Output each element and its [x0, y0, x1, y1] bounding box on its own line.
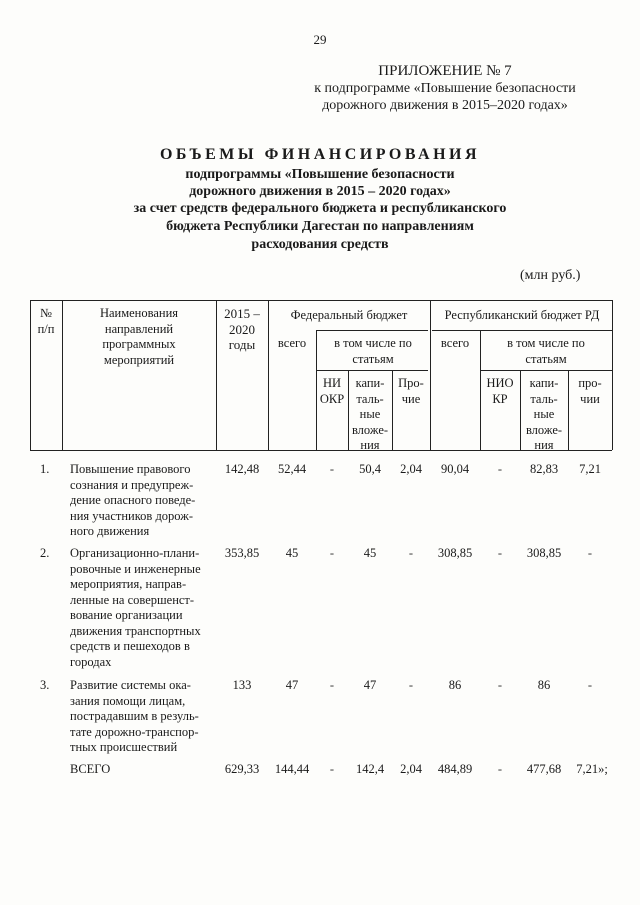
unit-label: (млн руб.): [520, 268, 581, 283]
header-rep-total: всего: [440, 336, 470, 350]
cell-fed-niokr: -: [329, 678, 335, 692]
header-num: № п/п: [37, 306, 55, 336]
cell-fed-capital: 142,4: [355, 762, 385, 776]
header-rep-other: про- чии: [578, 376, 602, 406]
appendix-subprogram-line: к подпрограмме «Повышение безопасности: [314, 81, 576, 96]
table-rule: [480, 370, 612, 371]
cell-fed-capital: 50,4: [359, 462, 381, 476]
appendix-number: ПРИЛОЖЕНИЕ № 7: [378, 63, 512, 79]
cell-rep-niokr: -: [497, 546, 503, 560]
table-rule: [430, 300, 431, 450]
header-rep-including: в том числе по статьям: [507, 336, 585, 366]
row-number: 3.: [40, 678, 50, 692]
cell-rep-total: 484,89: [437, 762, 473, 776]
cell-rep-other: 7,21: [579, 462, 601, 476]
cell-fed-niokr: -: [329, 546, 335, 560]
cell-rep-niokr: -: [497, 762, 503, 776]
header-rep-niokr: НИО КР: [486, 376, 514, 406]
header-fed-total: всего: [277, 336, 307, 350]
cell-fed-other: 2,04: [400, 762, 422, 776]
cell-total: 133: [232, 678, 252, 692]
cell-rep-other: -: [587, 678, 593, 692]
table-border-right: [612, 300, 613, 450]
cell-fed-other: -: [408, 546, 414, 560]
cell-fed-capital: 45: [363, 546, 377, 560]
row-number: 2.: [40, 546, 50, 560]
cell-rep-capital: 308,85: [526, 546, 562, 560]
total-label: ВСЕГО: [70, 762, 111, 776]
cell-rep-capital: 477,68: [526, 762, 562, 776]
cell-fed-capital: 47: [363, 678, 377, 692]
header-years: 2015 – 2020 годы: [224, 306, 260, 352]
header-fed-capital: капи- таль- ные вложе- ния: [351, 376, 389, 452]
appendix-subprogram-line: дорожного движения в 2015–2020 годах»: [322, 98, 568, 113]
header-name: Наименования направлений программных мероприятий: [99, 306, 179, 367]
row-description: Организационно-плани- ровочные и инженерные мероприятия, направ- ленные на совершенст- вование организации движения транспортных средств и пешеходов в городах: [70, 546, 201, 669]
cell-rep-total: 86: [448, 678, 462, 692]
document-subtitle-line: расходования средств: [251, 237, 389, 252]
cell-rep-capital: 86: [537, 678, 551, 692]
cell-rep-niokr: -: [497, 462, 503, 476]
row-number: 1.: [40, 462, 50, 476]
cell-rep-capital: 82,83: [529, 462, 559, 476]
header-rep-capital: капи- таль- ные вложе- ния: [525, 376, 563, 452]
header-federal-budget: Федеральный бюджет: [290, 308, 408, 322]
cell-fed-total: 144,44: [274, 762, 310, 776]
page-number: 29: [313, 32, 327, 47]
cell-fed-total: 52,44: [277, 462, 307, 476]
cell-fed-niokr: -: [329, 762, 335, 776]
cell-rep-total: 90,04: [440, 462, 470, 476]
cell-fed-total: 47: [285, 678, 299, 692]
row-description: Развитие системы ока- зания помощи лицам, пострадавшим в резуль- тате дорожно-транспор- тных происшествий: [70, 678, 199, 754]
header-republic-budget: Республиканский бюджет РД: [444, 308, 600, 322]
cell-fed-other: -: [408, 678, 414, 692]
document-subtitle-line: за счет средств федерального бюджета и республиканского: [133, 201, 507, 216]
header-fed-including: в том числе по статьям: [334, 336, 412, 366]
table-rule: [316, 370, 428, 371]
table-rule: [316, 330, 428, 331]
header-fed-other: Про- чие: [398, 376, 424, 406]
table-rule: [432, 330, 612, 331]
document-subtitle-line: дорожного движения в 2015 – 2020 годах»: [189, 184, 451, 199]
cell-total: 142,48: [224, 462, 260, 476]
cell-rep-total: 308,85: [437, 546, 473, 560]
document-subtitle-line: бюджета Республики Дагестан по направлениям: [166, 219, 474, 234]
row-description: Повышение правового сознания и предупреж- дение опасного поведе- ния участников дорож- ного движения: [70, 462, 196, 538]
cell-rep-other: -: [587, 546, 593, 560]
cell-rep-niokr: -: [497, 678, 503, 692]
cell-fed-niokr: -: [329, 462, 335, 476]
cell-fed-other: 2,04: [400, 462, 422, 476]
header-fed-niokr: НИ ОКР: [319, 376, 345, 406]
cell-total: 629,33: [224, 762, 260, 776]
document-subtitle-line: подпрограммы «Повышение безопасности: [185, 167, 455, 182]
document-title: ОБЪЕМЫ ФИНАНСИРОВАНИЯ: [159, 146, 481, 163]
table-border-top: [30, 300, 612, 301]
cell-rep-other: 7,21»;: [576, 762, 608, 776]
cell-total: 353,85: [224, 546, 260, 560]
cell-fed-total: 45: [285, 546, 299, 560]
